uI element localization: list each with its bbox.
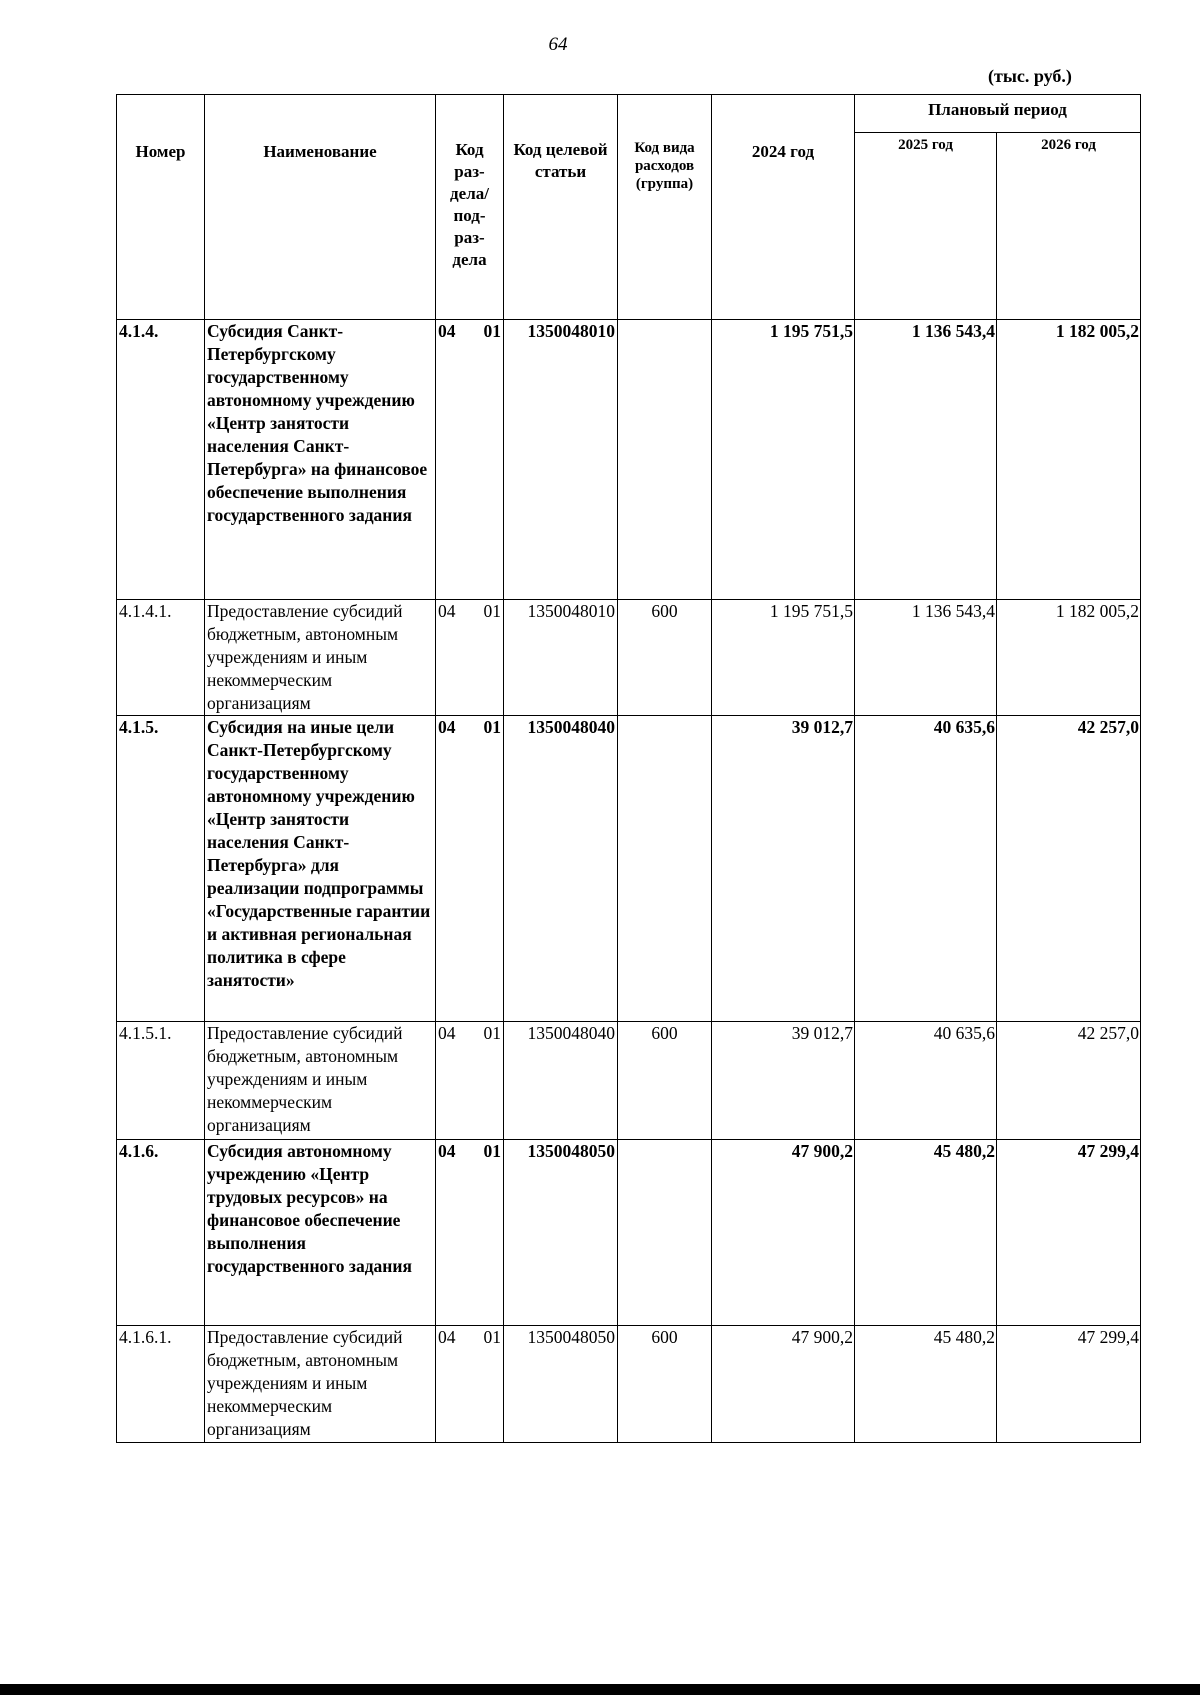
row-number: 4.1.5.1. <box>117 1022 205 1140</box>
row-csr: 1350048010 <box>504 320 618 600</box>
row-2025: 40 635,6 <box>855 1022 997 1140</box>
row-2026: 47 299,4 <box>997 1326 1141 1443</box>
row-2024: 39 012,7 <box>712 1022 855 1140</box>
header-csr: Код целевой статьи <box>504 95 618 320</box>
row-number: 4.1.5. <box>117 716 205 1022</box>
row-csr: 1350048050 <box>504 1326 618 1443</box>
row-2024: 1 195 751,5 <box>712 600 855 716</box>
row-podrazdel: 01 <box>483 321 501 341</box>
row-2024: 1 195 751,5 <box>712 320 855 600</box>
row-2025: 45 480,2 <box>855 1326 997 1443</box>
row-name: Субсидия Санкт-Петербургскому государственному автономному учреждению «Центр занятости населения Санкт-Петербурга» на финансовое обеспечение выполнения государственного задания <box>205 320 436 600</box>
row-vr <box>618 1140 712 1326</box>
row-razdel: 04 <box>438 1141 456 1161</box>
row-name: Предоставление субсидий бюджетным, автономным учреждениям и иным некоммерческим организациям <box>205 1022 436 1140</box>
row-razdel-cell <box>436 716 504 1022</box>
row-2026: 42 257,0 <box>997 1022 1141 1140</box>
table-row <box>117 1140 1141 1326</box>
row-razdel-cell <box>436 1326 504 1443</box>
row-razdel-cell <box>436 320 504 600</box>
row-2025: 1 136 543,4 <box>855 600 997 716</box>
header-2025: 2025 год <box>855 133 997 320</box>
row-razdel: 04 <box>438 717 456 737</box>
header-number: Номер <box>117 95 205 320</box>
units-label: (тыс. руб.) <box>988 66 1072 86</box>
row-2025: 45 480,2 <box>855 1140 997 1326</box>
table-row <box>117 1326 1141 1443</box>
row-podrazdel: 01 <box>483 717 501 737</box>
row-number: 4.1.4.1. <box>117 600 205 716</box>
row-2026: 42 257,0 <box>997 716 1141 1022</box>
row-vr: 600 <box>618 1326 712 1443</box>
budget-table <box>116 94 1141 1443</box>
header-razdel: Код раз- дела/ под- раз- дела <box>436 95 504 320</box>
row-name: Предоставление субсидий бюджетным, автономным учреждениям и иным некоммерческим организациям <box>205 1326 436 1443</box>
page-number: 64 <box>548 34 568 55</box>
row-vr <box>618 716 712 1022</box>
header-planned-period: Плановый период <box>855 95 1141 133</box>
row-podrazdel: 01 <box>483 1327 501 1347</box>
row-vr: 600 <box>618 1022 712 1140</box>
row-2025: 40 635,6 <box>855 716 997 1022</box>
row-csr: 1350048050 <box>504 1140 618 1326</box>
row-number: 4.1.4. <box>117 320 205 600</box>
row-2026: 47 299,4 <box>997 1140 1141 1326</box>
table-row <box>117 320 1141 600</box>
row-razdel: 04 <box>438 1327 456 1347</box>
row-vr <box>618 320 712 600</box>
row-csr: 1350048010 <box>504 600 618 716</box>
table-row <box>117 1022 1141 1140</box>
row-name: Предоставление субсидий бюджетным, автономным учреждениям и иным некоммерческим организациям <box>205 600 436 716</box>
row-razdel-cell <box>436 1140 504 1326</box>
header-row <box>117 95 1141 133</box>
row-2026: 1 182 005,2 <box>997 600 1141 716</box>
row-csr: 1350048040 <box>504 1022 618 1140</box>
row-razdel-cell <box>436 1022 504 1140</box>
row-razdel: 04 <box>438 601 456 621</box>
table-row <box>117 600 1141 716</box>
row-2024: 47 900,2 <box>712 1140 855 1326</box>
row-podrazdel: 01 <box>483 1141 501 1161</box>
row-csr: 1350048040 <box>504 716 618 1022</box>
row-2024: 39 012,7 <box>712 716 855 1022</box>
row-vr: 600 <box>618 600 712 716</box>
row-name: Субсидия на иные цели Санкт-Петербургскому государственному автономному учреждению «Центр занятости населения Санкт-Петербурга» для реализации подпрограммы «Государственные гарантии и активная региональная политика в сфере занятости» <box>205 716 436 1022</box>
row-number: 4.1.6.1. <box>117 1326 205 1443</box>
row-name: Субсидия автономному учреждению «Центр трудовых ресурсов» на финансовое обеспечение выполнения государственного задания <box>205 1140 436 1326</box>
row-podrazdel: 01 <box>483 601 501 621</box>
row-number: 4.1.6. <box>117 1140 205 1326</box>
header-2024: 2024 год <box>712 95 855 320</box>
header-name: Наименование <box>205 95 436 320</box>
row-2026: 1 182 005,2 <box>997 320 1141 600</box>
header-2026: 2026 год <box>997 133 1141 320</box>
scan-edge-bar <box>0 1684 1200 1695</box>
row-podrazdel: 01 <box>483 1023 501 1043</box>
header-vr: Код вида расходов (группа) <box>618 95 712 320</box>
row-2024: 47 900,2 <box>712 1326 855 1443</box>
row-razdel: 04 <box>438 1023 456 1043</box>
row-2025: 1 136 543,4 <box>855 320 997 600</box>
table-row <box>117 716 1141 1022</box>
row-razdel-cell <box>436 600 504 716</box>
row-razdel: 04 <box>438 321 456 341</box>
